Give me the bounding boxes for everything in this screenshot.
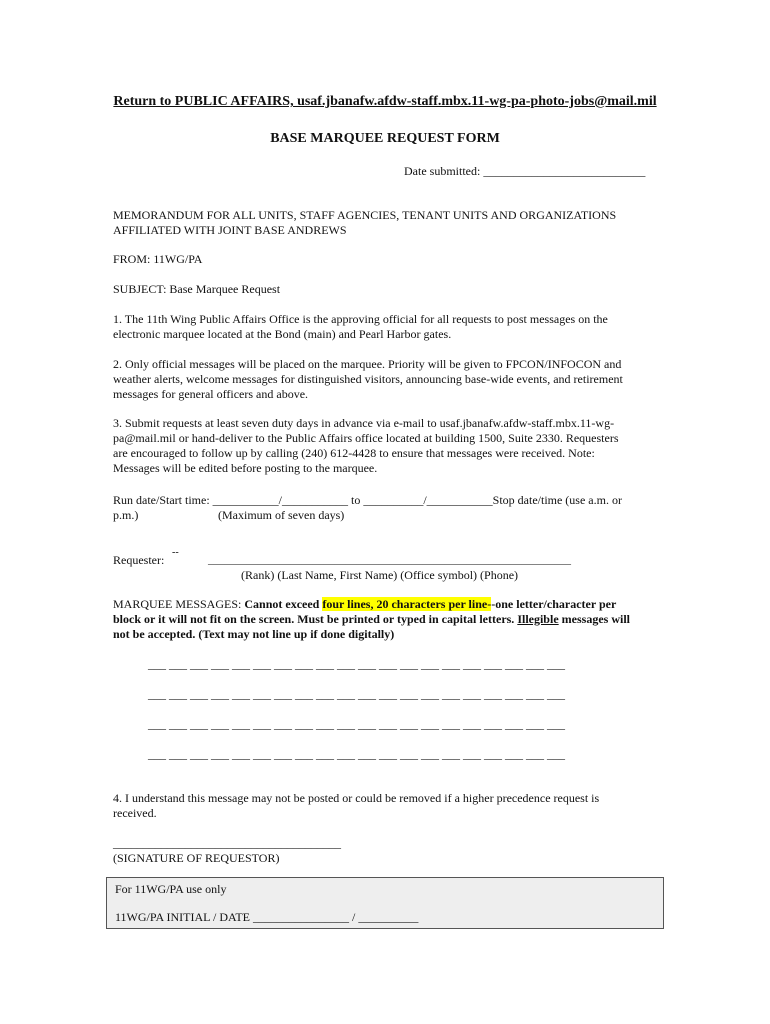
run-date-max-note: (Maximum of seven days) [218,508,345,522]
marquee-line2: block or it will not fit on the screen. Must be printed or typed in capital letters. [113,612,518,626]
marquee-row-4[interactable]: ___ ___ ___ ___ ___ ___ ___ ___ ___ ___ ___ ___ ___ ___ ___ ___ ___ ___ ___ ___ [148,747,565,761]
paragraph-3-line-3: are encouraged to follow up by calling (240) 612-4428 to ensure that messages were received. Note: [113,446,595,460]
marquee-row-2[interactable]: ___ ___ ___ ___ ___ ___ ___ ___ ___ ___ ___ ___ ___ ___ ___ ___ ___ ___ ___ ___ [148,687,565,701]
signature-line[interactable]: ______________________________________ [113,836,341,850]
paragraph-1-line-2: electronic marquee located at the Bond (main) and Pearl Harbor gates. [113,327,452,341]
paragraph-3-line-1: 3. Submit requests at least seven duty days in advance via e-mail to usaf.jbanafw.afdw-staff.mbx.11-wg- [113,416,615,430]
form-title: BASE MARQUEE REQUEST FORM [270,131,500,146]
marquee-line2-end: messages will [558,612,630,626]
memo-from: FROM: 11WG/PA [113,252,203,266]
requester-mark: -- [172,547,179,558]
date-submitted-field[interactable]: Date submitted: ___________________________ [404,164,646,178]
paragraph-3-line-4: Messages will be edited before posting to the marquee. [113,461,378,475]
understand-line-2: received. [113,806,157,820]
requester-input[interactable]: __________________________________________________________________ [208,554,571,566]
paragraph-2-line-2: weather alerts, welcome messages for distinguished visitors, announcing base-wide events, and retirement [113,372,623,386]
marquee-instructions-line-1 [113,597,659,612]
signature-label: (SIGNATURE OF REQUESTOR) [113,851,280,865]
run-date-field[interactable]: Run date/Start time: ___________/___________ to __________/___________Stop date/time (use a.m. or [113,493,622,507]
marquee-illegible: Illegible [517,612,559,626]
marquee-bold-a: Cannot exceed [244,597,323,611]
understand-line-1: 4. I understand this message may not be posted or could be removed if a higher precedence request is [113,791,600,805]
memo-line-1: MEMORANDUM FOR ALL UNITS, STAFF AGENCIES, TENANT UNITS AND ORGANIZATIONS [113,208,617,222]
requester-caption: (Rank) (Last Name, First Name) (Office symbol) (Phone) [241,568,519,582]
pa-use-only-label: For 11WG/PA use only [115,882,227,896]
run-date-ampm: p.m.) [113,508,139,522]
paragraph-2-line-1: 2. Only official messages will be placed on the marquee. Priority will be given to FPCON/INFOCON and [113,357,622,371]
memo-line-2: AFFILIATED WITH JOINT BASE ANDREWS [113,223,347,237]
marquee-highlight: four lines, 20 characters per line- [322,597,492,611]
marquee-instructions-line-3: not be accepted. (Text may not line up if done digitally) [113,627,395,641]
marquee-row-1[interactable]: ___ ___ ___ ___ ___ ___ ___ ___ ___ ___ ___ ___ ___ ___ ___ ___ ___ ___ ___ ___ [148,657,565,671]
paragraph-1-line-1: 1. The 11th Wing Public Affairs Office is the approving official for all requests to post messages on the [113,312,608,326]
paragraph-3-line-2: pa@mail.mil or hand-deliver to the Public Affairs office located at building 1500, Suite 2330. Requesters [113,431,619,445]
pa-initial-date-field[interactable]: 11WG/PA INITIAL / DATE ________________ / __________ [115,910,419,924]
pa-use-only-box [106,877,664,929]
marquee-bold-b: -one letter/character per [491,597,617,611]
memo-subject: SUBJECT: Base Marquee Request [113,282,281,296]
paragraph-2-line-3: messages for general officers and above. [113,387,309,401]
marquee-instructions-line-2 [113,612,659,627]
return-line: Return to PUBLIC AFFAIRS, usaf.jbanafw.afdw-staff.mbx.11-wg-pa-photo-jobs@mail.mil [113,94,657,109]
requester-label: Requester: [113,553,165,567]
marquee-row-3[interactable]: ___ ___ ___ ___ ___ ___ ___ ___ ___ ___ ___ ___ ___ ___ ___ ___ ___ ___ ___ ___ [148,717,565,731]
marquee-intro: MARQUEE MESSAGES: [113,597,245,611]
